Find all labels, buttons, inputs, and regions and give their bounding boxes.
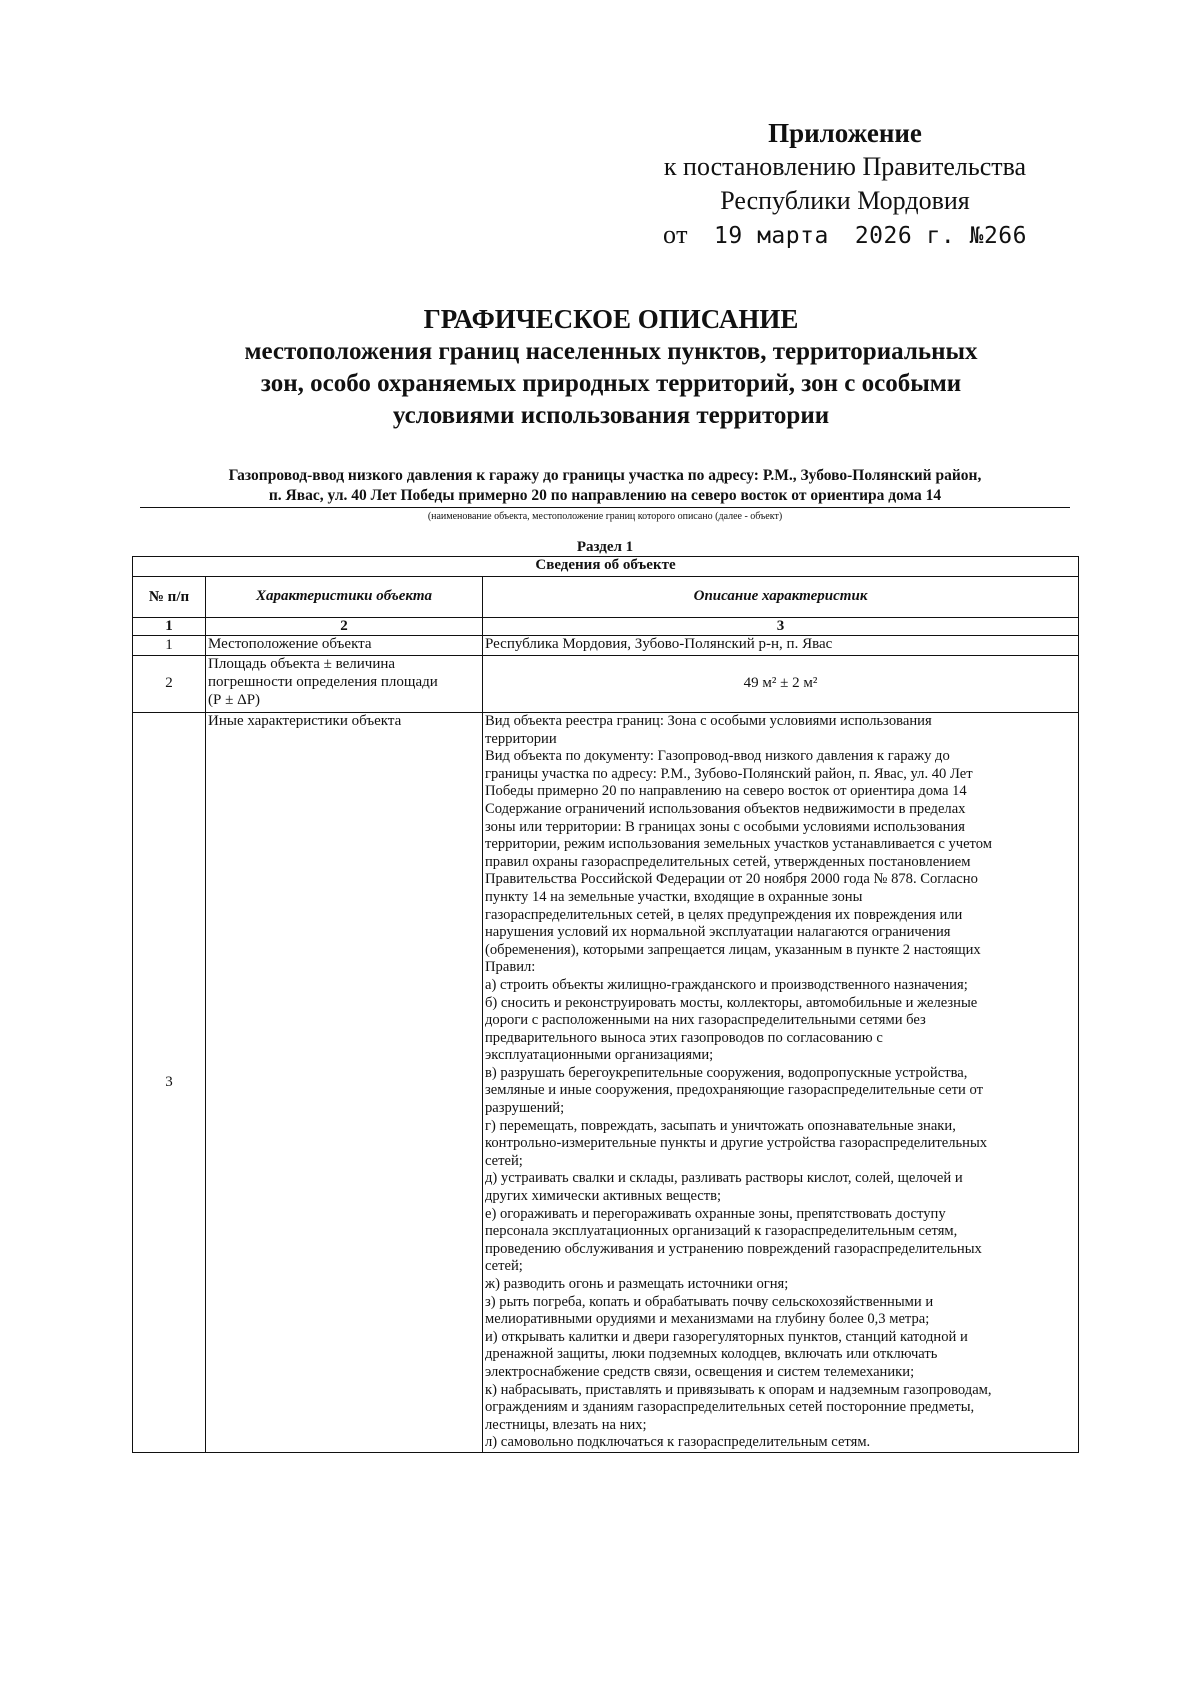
description-line: лестницы, влезать на них; <box>485 1416 647 1433</box>
description-line: г) перемещать, повреждать, засыпать и уничтожать опознавательные знаки, <box>485 1117 956 1134</box>
description-line: дороги с расположенными на них газораспределительными сетями без <box>485 1012 926 1029</box>
description-line: предварительного выноса этих газопроводов по согласованию с <box>485 1029 883 1046</box>
description-line: зоны или территории: В границах зоны с особыми условиями использования <box>485 818 965 835</box>
description-line: электроснабжение средств связи, освещения и систем телемеханики; <box>485 1363 915 1380</box>
description-line: других химически активных веществ; <box>485 1188 722 1205</box>
description-line: газораспределительных сетей, в целях предупреждения их повреждения или <box>485 906 963 923</box>
row-description: 49 м² ± 2 м² <box>483 656 1079 713</box>
description-line: разрушений; <box>485 1100 565 1117</box>
appendix-dateline <box>610 218 1080 253</box>
description-line: нарушения условий их нормальной эксплуатации налагаются ограничения <box>485 924 951 941</box>
document-title: ГРАФИЧЕСКОЕ ОПИСАНИЕ <box>423 304 799 334</box>
appendix-line-1: к постановлению Правительства <box>663 152 1027 181</box>
row-characteristic: Местоположение объекта <box>206 636 483 656</box>
description-line: мелиоративными орудиями и механизмами на глубину более 0,3 метра; <box>485 1311 930 1328</box>
description-line: Правил: <box>485 959 536 976</box>
resolution-number: 266 <box>983 223 1027 249</box>
row-num: 3 <box>133 713 206 1453</box>
document-title-block <box>120 302 1102 432</box>
document-subtitle-line-2: зон, особо охраняемых природных территорий, зон с особыми <box>260 370 962 397</box>
row-description: Республика Мордовия, Зубово-Полянский р-н, п. Явас <box>483 636 1079 656</box>
description-line: территории, режим использования земельных участков устанавливается с учетом <box>485 836 992 853</box>
characteristic-line: (Р ± ΔР) <box>208 691 261 708</box>
description-line: Победы примерно 20 по направлению на северо восток от ориентира дома 14 <box>485 783 967 800</box>
description-line: б) сносить и реконструировать мосты, коллекторы, автомобильные и железные <box>485 994 978 1011</box>
header-description: Описание характеристик <box>483 577 1079 618</box>
object-name-note: (наименование объекта, местоположение границ которого описано (далее - объект) <box>427 511 783 522</box>
description-line: а) строить объекты жилищно-гражданского и производственного назначения; <box>485 976 968 993</box>
description-line: к) набрасывать, приставлять и привязывать к опорам и надземным газопроводам, <box>485 1381 992 1398</box>
column-numbers-row <box>133 618 1079 636</box>
column-number-2: 2 <box>206 618 483 636</box>
date-prefix: от <box>663 220 689 249</box>
description-line: е) огораживать и перегораживать охранные зоны, препятствовать доступу <box>485 1205 946 1222</box>
description-line: в) разрушать берегоукрепительные сооружения, водопропускные устройства, <box>485 1064 968 1081</box>
row-description-long <box>483 713 1079 1453</box>
column-number-1: 1 <box>133 618 206 636</box>
document-subtitle-line-1: местоположения границ населенных пунктов, территориальных <box>244 338 978 365</box>
appendix-title: Приложение <box>768 118 922 148</box>
description-line: и) открывать калитки и двери газорегуляторных пунктов, станций катодной и <box>485 1328 968 1345</box>
table-header-row <box>133 577 1079 618</box>
description-line: территории <box>485 730 557 747</box>
description-line: контрольно-измерительные пункты и другие устройства газораспределительных <box>485 1135 988 1152</box>
row-characteristic: Иные характеристики объекта <box>206 713 483 1453</box>
description-line: з) рыть погреба, копать и обрабатывать почву сельскохозяйственными и <box>485 1293 934 1310</box>
date-year: 2026 г. № <box>854 223 984 249</box>
description-line: сетей; <box>485 1258 523 1275</box>
appendix-line-2: Республики Мордовия <box>720 186 970 215</box>
row-characteristic <box>206 656 483 713</box>
row-num: 2 <box>133 656 206 713</box>
description-line: ж) разводить огонь и размещать источники огня; <box>485 1276 789 1292</box>
row-num: 1 <box>133 636 206 656</box>
object-name-line-1: Газопровод-ввод низкого давления к гаражу до границы участка по адресу: Р.М., Зубово-Полянский район, <box>228 467 982 484</box>
characteristic-line: Площадь объекта ± величина <box>208 656 396 672</box>
description-line: эксплуатационными организациями; <box>485 1047 714 1064</box>
characteristic-line: погрешности определения площади <box>208 673 438 690</box>
description-line: земляные и иные сооружения, предохраняющие газораспределительные сети от <box>485 1082 983 1099</box>
description-line: Вид объекта по документу: Газопровод-ввод низкого давления к гаражу до <box>485 748 950 765</box>
description-line: Вид объекта реестра границ: Зона с особыми условиями использования <box>485 713 932 729</box>
object-name <box>140 466 1070 508</box>
object-info-table <box>132 556 1079 1453</box>
description-line: проведению обслуживания и устранению повреждений газораспределительных <box>485 1240 982 1257</box>
description-line: пункту 14 на земельные участки, входящие в охранные зоны <box>485 888 863 905</box>
document-subtitle-line-3: условиями использования территории <box>392 402 830 429</box>
description-line: дренажной защиты, люки подземных колодцев, включать или отключать <box>485 1346 938 1363</box>
description-line: Содержание ограничений использования объектов недвижимости в пределах <box>485 800 966 817</box>
description-line: л) самовольно подключаться к газораспределительным сетям. <box>485 1434 871 1451</box>
date-day-month: 19 марта <box>714 223 829 249</box>
table-row <box>133 636 1079 656</box>
description-line: персонала эксплуатационных организаций к газораспределительным сетям, <box>485 1223 958 1240</box>
table-row <box>133 656 1079 713</box>
header-num: № п/п <box>133 577 206 618</box>
description-line: сетей; <box>485 1152 523 1169</box>
section-title: Раздел 1 <box>576 539 634 555</box>
description-line: Правительства Российской Федерации от 20 ноября 2000 года № 878. Согласно <box>485 871 978 888</box>
description-line: (обременения), которыми запрещается лицам, указанным в пункте 2 настоящих <box>485 941 981 958</box>
description-line: правил охраны газораспределительных сетей, утвержденных постановлением <box>485 853 971 870</box>
description-line: ограждениям и зданиям газораспределительных сетей посторонние предметы, <box>485 1399 975 1416</box>
column-number-3: 3 <box>483 618 1079 636</box>
table-caption-row <box>133 557 1079 577</box>
appendix-block <box>610 116 1080 253</box>
header-characteristic: Характеристики объекта <box>206 577 483 618</box>
description-line: д) устраивать свалки и склады, разливать растворы кислот, солей, щелочей и <box>485 1170 963 1187</box>
object-name-line-2: п. Явас, ул. 40 Лет Победы примерно 20 по направлению на северо восток от ориентира дома 14 <box>140 486 1070 508</box>
table-caption: Сведения об объекте <box>133 557 1079 577</box>
description-line: границы участка по адресу: Р.М., Зубово-Полянский район, п. Явас, ул. 40 Лет <box>485 765 973 782</box>
table-row <box>133 713 1079 1453</box>
